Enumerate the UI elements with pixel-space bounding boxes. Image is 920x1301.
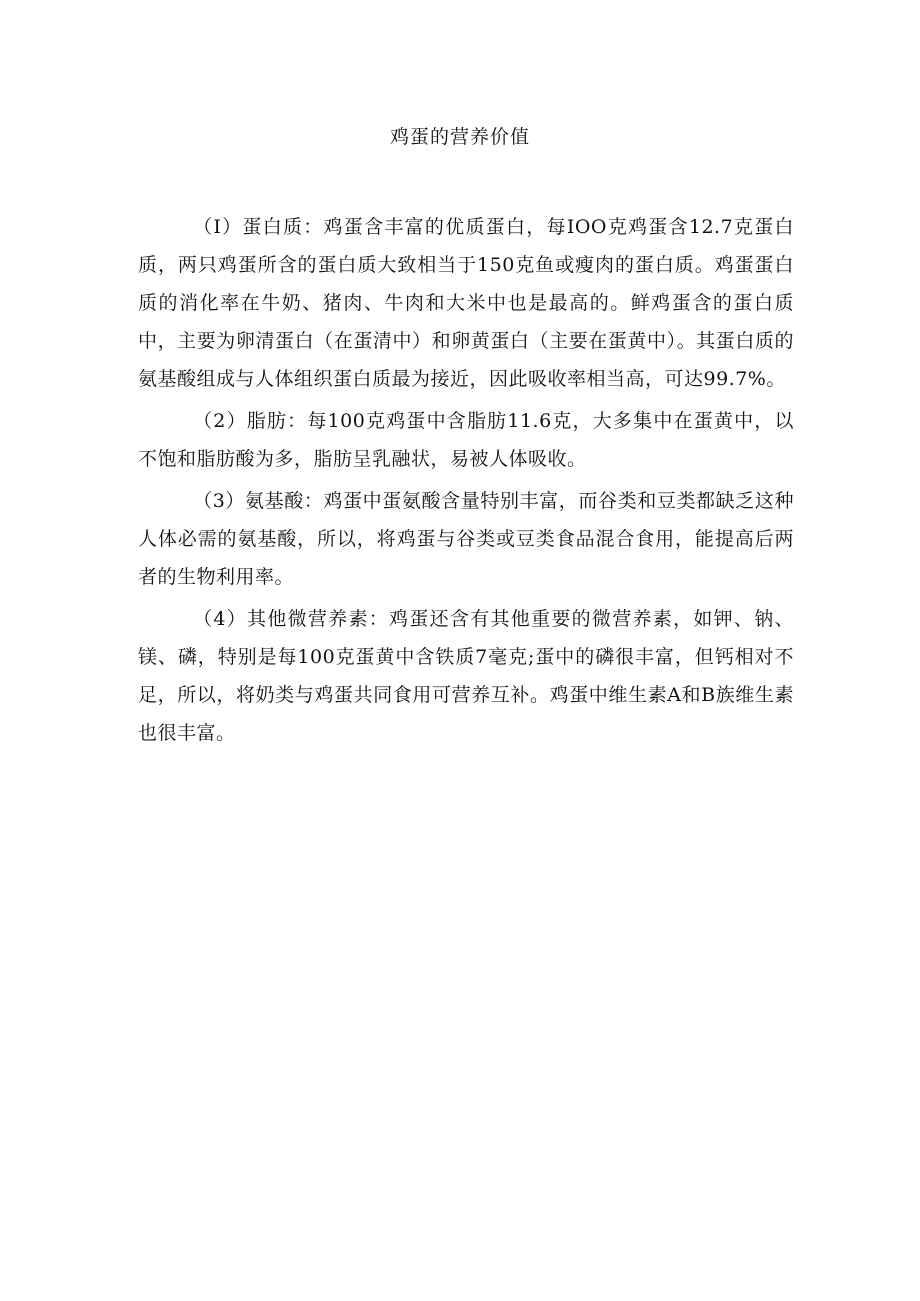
paragraph-fat: （2）脂肪：每100克鸡蛋中含脂肪11.6克，大多集中在蛋黄中，以不饱和脂肪酸为多，脂肪呈乳融状，易被人体吸收。: [138, 410, 794, 470]
paragraph-protein: （I）蛋白质：鸡蛋含丰富的优质蛋白，每IOO克鸡蛋含12.7克蛋白质，两只鸡蛋所含的蛋白质大致相当于150克鱼或瘦肉的蛋白质。鸡蛋蛋白质的消化率在牛奶、猪肉、牛肉和大米中也是最高的。鲜鸡蛋含的蛋白质中，主要为卵清蛋白（在蛋清中）和卵黄蛋白（主要在蛋黄中）。其蛋白质的氨基酸组成与人体组织蛋白质最为接近，因此吸收率相当高，可达99.7%。: [138, 216, 794, 390]
paragraph-micronutrients: （4）其他微营养素：鸡蛋还含有其他重要的微营养素，如钾、钠、镁、磷，特别是每100克蛋黄中含铁质7毫克;蛋中的磷很丰富，但钙相对不足，所以，将奶类与鸡蛋共同食用可营养互补。鸡蛋中维生素A和B族维生素也很丰富。: [138, 608, 794, 744]
paragraph-amino-acid: （3）氨基酸：鸡蛋中蛋氨酸含量特别丰富，而谷类和豆类都缺乏这种人体必需的氨基酸，所以，将鸡蛋与谷类或豆类食品混合食用，能提高后两者的生物利用率。: [138, 490, 794, 588]
document-body: [138, 208, 794, 756]
document-title: 鸡蛋的营养价值: [389, 126, 530, 148]
